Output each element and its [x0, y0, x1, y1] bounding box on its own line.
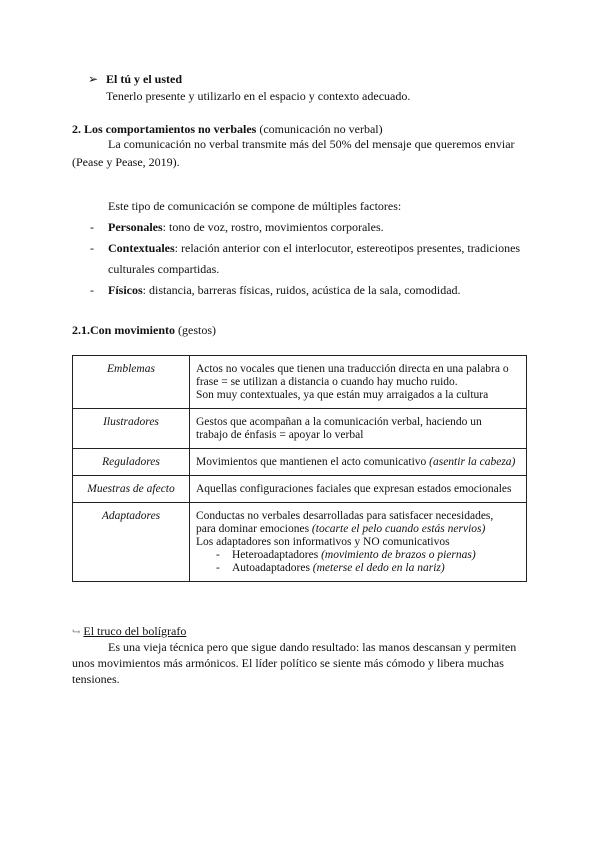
- section-2-heading: 2. Los comportamientos no verbales (comunicación no verbal): [72, 122, 383, 136]
- row-desc-ilustradores: [190, 409, 527, 449]
- row-label-emblemas: Emblemas: [73, 356, 190, 409]
- desc-line: Actos no vocales que tienen una traducción directa en una palabra o: [196, 363, 509, 375]
- sub-item-heteroadaptadores: - Heteroadaptadores (movimiento de brazos o piernas): [216, 549, 476, 561]
- boligrafo-title: El truco del bolígrafo: [83, 624, 187, 638]
- arrow-icon: ↪: [72, 627, 81, 638]
- factor-contextuales-cont: culturales compartidas.: [108, 262, 220, 276]
- boligrafo-line2: unos movimientos más armónicos. El líder político se siente más cómodo y libera muchas: [72, 656, 504, 670]
- row-desc-emblemas: [190, 356, 527, 409]
- row-label-muestras-de-afecto: Muestras de afecto: [73, 476, 190, 503]
- row-label-reguladores: Reguladores: [73, 449, 190, 476]
- row-label-ilustradores: Ilustradores: [73, 409, 190, 449]
- desc-line: Gestos que acompañan a la comunicación verbal, haciendo un: [196, 416, 482, 428]
- factor-dash: -: [90, 220, 94, 234]
- desc-example: (asentir la cabeza): [429, 456, 516, 468]
- factor-contextuales: Contextuales: relación anterior con el interlocutor, estereotipos presentes, tradiciones: [108, 241, 521, 255]
- table-row: [73, 356, 527, 409]
- boligrafo-heading: [72, 624, 186, 640]
- row-desc-adaptadores: [190, 503, 527, 582]
- table-row: [73, 409, 527, 449]
- section-2-1-heading: 2.1.Con movimiento (gestos): [72, 323, 216, 337]
- section-2-paragraph-line1: La comunicación no verbal transmite más del 50% del mensaje que queremos enviar: [108, 137, 515, 151]
- desc-line: Los adaptadores son informativos y NO comunicativos: [196, 536, 450, 548]
- gestures-table: [72, 355, 527, 582]
- factor-personales: Personales: tono de voz, rostro, movimientos corporales.: [108, 220, 384, 234]
- desc-text: Movimientos que mantienen el acto comunicativo: [196, 456, 430, 468]
- tu-usted-title: El tú y el usted: [106, 72, 183, 86]
- desc-line: para dominar emociones (tocarte el pelo cuando estás nervios): [196, 523, 486, 535]
- sub-item-autoadaptadores: - Autoadaptadores (meterse el dedo en la nariz): [216, 562, 445, 574]
- tu-usted-bullet: ➢: [88, 72, 99, 86]
- factor-fisicos: Físicos: distancia, barreras físicas, ruidos, acústica de la sala, comodidad.: [108, 283, 461, 297]
- tu-usted-text: Tenerlo presente y utilizarlo en el espacio y contexto adecuado.: [106, 89, 411, 103]
- desc-line: Conductas no verbales desarrolladas para satisfacer necesidades,: [196, 510, 494, 522]
- section-2-factors-intro: Este tipo de comunicación se compone de múltiples factores:: [108, 199, 402, 213]
- desc-line: frase = se utilizan a distancia o cuando hay mucho ruido.: [196, 376, 458, 388]
- table-row: [73, 449, 527, 476]
- factor-dash: -: [90, 283, 94, 297]
- table-row: [73, 503, 527, 582]
- boligrafo-line1: Es una vieja técnica pero que sigue dando resultado: las manos descansan y permiten: [108, 640, 517, 654]
- factor-dash: -: [90, 241, 94, 255]
- section-2-paragraph-line2: (Pease y Pease, 2019).: [72, 155, 180, 169]
- row-label-adaptadores: Adaptadores: [73, 503, 190, 582]
- desc-line: Son muy contextuales, ya que están muy arraigados a la cultura: [196, 389, 489, 401]
- row-desc-reguladores: [190, 449, 527, 476]
- desc-line: trabajo de énfasis = apoyar lo verbal: [196, 429, 364, 441]
- row-desc-muestras-de-afecto: Aquellas configuraciones faciales que expresan estados emocionales: [190, 476, 527, 503]
- boligrafo-line3: tensiones.: [72, 672, 120, 686]
- table-row: [73, 476, 527, 503]
